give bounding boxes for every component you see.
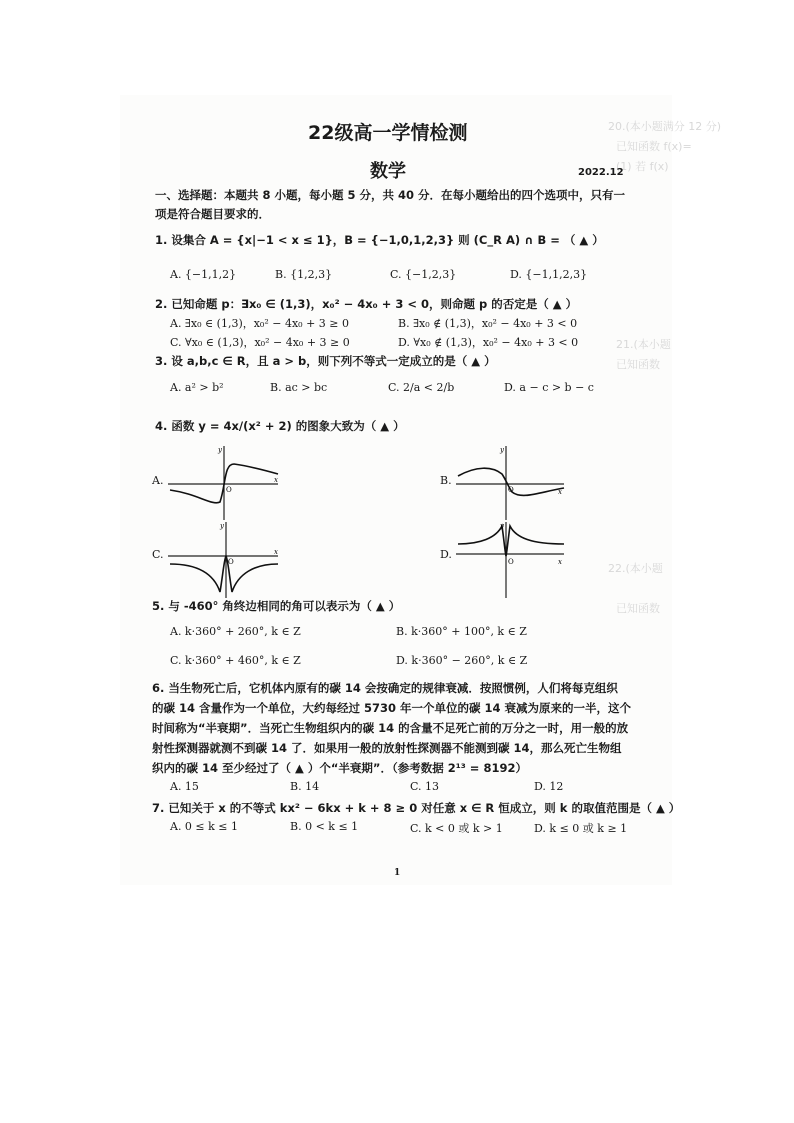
question-6-stem-line: 织内的碳 14 至少经过了（ ▲ ）个“半衰期”．（参考数据 2¹³ = 8192）: [152, 761, 527, 775]
x-axis-label: x: [274, 548, 278, 556]
q1-option-d: D. {−1,1,2,3}: [510, 268, 588, 281]
y-axis-label: y: [500, 446, 504, 454]
q1-option-a: A. {−1,1,2}: [170, 268, 237, 281]
question-7-stem: 7. 已知关于 x 的不等式 kx² − 6kx + k + 8 ≥ 0 对任意 x ∈ R 恒成立，则 k 的取值范围是（ ▲ ）: [152, 801, 681, 815]
section-heading-cont: 项是符合题目要求的．: [155, 207, 270, 221]
q6-option-c: C. 13: [410, 780, 440, 793]
graph-c: [168, 520, 280, 600]
y-axis-label: y: [218, 446, 222, 454]
q2-option-d: D. ∀x₀ ∉ (1,3)，x₀² − 4x₀ + 3 < 0: [398, 336, 579, 349]
question-4-stem: 4. 函数 y = 4x/(x² + 2) 的图象大致为（ ▲ ）: [155, 419, 405, 433]
q6-option-d: D. 12: [534, 780, 564, 793]
q3-option-b: B. ac > bc: [270, 381, 328, 394]
q3-option-c: C. 2/a < 2/b: [388, 381, 455, 394]
q7-option-c: C. k < 0 或 k > 1: [410, 822, 503, 835]
q4-option-d: D.: [440, 548, 452, 561]
q5-option-d: D. k·360° − 260°, k ∈ Z: [396, 654, 528, 667]
question-3-stem: 3. 设 a,b,c ∈ R，且 a > b，则下列不等式一定成立的是（ ▲ ）: [155, 354, 496, 368]
x-axis-label: x: [558, 558, 562, 566]
bleed-through-text: 20.(本小题满分 12 分): [608, 120, 722, 133]
q1-option-b: B. {1,2,3}: [275, 268, 333, 281]
q4-option-b: B.: [440, 474, 452, 487]
bleed-through-text: (1) 若 f(x): [616, 160, 669, 173]
bleed-through-text: 已知函数 f(x)=: [616, 140, 692, 153]
question-6-stem-line: 时间称为“半衰期”．当死亡生物组织内的碳 14 的含量不足死亡前的万分之一时，用一般的放: [152, 721, 629, 735]
q2-option-a: A. ∃x₀ ∈ (1,3)，x₀² − 4x₀ + 3 ≥ 0: [170, 317, 349, 330]
q2-option-b: B. ∃x₀ ∉ (1,3)，x₀² − 4x₀ + 3 < 0: [398, 317, 578, 330]
y-axis-label: y: [500, 522, 504, 530]
bleed-through-text: 已知函数: [616, 602, 660, 615]
q1-option-c: C. {−1,2,3}: [390, 268, 457, 281]
exam-title: 22级高一学情检测: [308, 122, 468, 144]
q4-option-a: A.: [152, 474, 164, 487]
question-2-stem: 2. 已知命题 p：∃x₀ ∈ (1,3)，x₀² − 4x₀ + 3 < 0，则命题 p 的否定是（ ▲ ）: [155, 297, 578, 311]
question-6-stem: 6. 当生物死亡后，它机体内原有的碳 14 会按确定的规律衰减．按照惯例，人们将每克组织: [152, 681, 618, 695]
origin-label: O: [226, 486, 232, 494]
q2-option-c: C. ∀x₀ ∈ (1,3)，x₀² − 4x₀ + 3 ≥ 0: [170, 336, 350, 349]
exam-date: 2022.12: [578, 167, 624, 178]
q6-option-b: B. 14: [290, 780, 320, 793]
q5-option-c: C. k·360° + 460°, k ∈ Z: [170, 654, 301, 667]
function-curve: [458, 526, 564, 556]
graph-b: [456, 444, 566, 522]
q5-option-a: A. k·360° + 260°, k ∈ Z: [170, 625, 301, 638]
q4-option-c: C.: [152, 548, 164, 561]
bleed-through-text: 22.(本小题: [608, 562, 663, 575]
y-axis-label: y: [220, 522, 224, 530]
bleed-through-text: 21.(本小题: [616, 338, 671, 351]
origin-label: O: [508, 486, 514, 494]
origin-label: O: [508, 558, 514, 566]
q7-option-b: B. 0 < k ≤ 1: [290, 820, 359, 833]
q5-option-b: B. k·360° + 100°, k ∈ Z: [396, 625, 527, 638]
x-axis-label: x: [274, 476, 278, 484]
subject-title: 数学: [370, 161, 406, 182]
x-axis-label: x: [558, 488, 562, 496]
question-5-stem: 5. 与 -460° 角终边相同的角可以表示为（ ▲ ）: [152, 599, 401, 613]
page-number: 1: [394, 868, 401, 878]
section-heading: 一、选择题：本题共 8 小题，每小题 5 分，共 40 分．在每小题给出的四个选项中，只有一: [155, 188, 626, 202]
q7-option-a: A. 0 ≤ k ≤ 1: [170, 820, 239, 833]
bleed-through-text: 已知函数: [616, 358, 660, 371]
q3-option-d: D. a − c > b − c: [504, 381, 594, 394]
q6-option-a: A. 15: [170, 780, 199, 793]
q3-option-a: A. a² > b²: [170, 381, 224, 394]
question-1-stem: 1. 设集合 A = {x|−1 < x ≤ 1}，B = {−1,0,1,2,3} 则 (C_R A) ∩ B = （ ▲ ）: [155, 233, 604, 247]
graph-d: [456, 520, 566, 600]
origin-label: O: [228, 558, 234, 566]
graph-a: [168, 444, 280, 522]
q7-option-d: D. k ≤ 0 或 k ≥ 1: [534, 822, 628, 835]
function-curve: [170, 556, 278, 592]
question-6-stem-line: 射性探测器就测不到碳 14 了．如果用一般的放射性探测器不能测到碳 14，那么死亡生物组: [152, 741, 622, 755]
question-6-stem-line: 的碳 14 含量作为一个单位，大约每经过 5730 年一个单位的碳 14 衰减为原来的一半，这个: [152, 701, 632, 715]
